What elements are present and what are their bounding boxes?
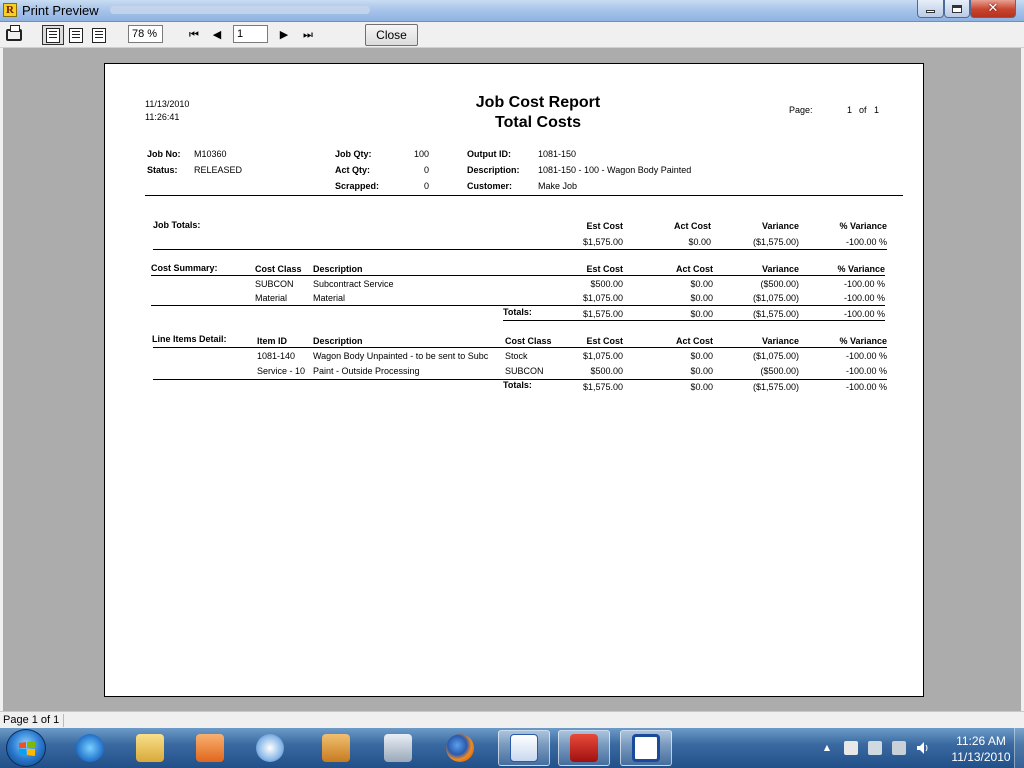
zoom-input[interactable]: 78 %: [128, 25, 163, 43]
li-col-cost-class: Cost Class: [505, 336, 552, 346]
li-row2-description: Paint - Outside Processing: [313, 366, 420, 376]
first-page-button[interactable]: ⏮: [189, 28, 199, 41]
network-icon[interactable]: [892, 741, 906, 755]
customer-value: Make Job: [538, 181, 578, 191]
close-window-button[interactable]: [970, 0, 1016, 18]
output-id-value: 1081-150: [538, 149, 577, 159]
page-width-icon: [69, 28, 83, 43]
clock-time[interactable]: 11:26 AM: [956, 734, 1006, 748]
cost-summary-rows-divider: [151, 305, 885, 306]
cs-row1-cost-class: SUBCON: [255, 279, 294, 289]
cs-row2-pct-variance: -100.00 %: [843, 293, 885, 303]
taskbar-adobe-reader[interactable]: [558, 730, 610, 766]
page-number-input[interactable]: 1: [233, 25, 268, 43]
li-col-variance: Variance: [761, 336, 799, 346]
whole-page-icon: [46, 28, 60, 43]
description-label: Description:: [467, 165, 520, 175]
last-page-button[interactable]: ⏭: [303, 28, 313, 41]
li-row1-item-id: 1081-140: [257, 351, 296, 361]
internet-explorer-icon: [76, 734, 104, 762]
close-button[interactable]: Close: [365, 24, 418, 46]
cs-row1-description: Subcontract Service: [313, 279, 394, 289]
status-bar: [0, 711, 1024, 728]
jt-col-pct-variance: % Variance: [839, 221, 887, 231]
whole-page-view-button[interactable]: [42, 25, 64, 45]
cs-row2-cost-class: Material: [255, 293, 288, 303]
printer-icon: [6, 29, 22, 41]
cs-col-est-cost: Est Cost: [586, 264, 623, 274]
next-page-button[interactable]: ▶: [279, 28, 289, 41]
windows-logo-icon: [18, 740, 36, 758]
cs-col-pct-variance: % Variance: [837, 264, 885, 274]
line-items-label: Line Items Detail:: [152, 334, 227, 344]
cs-totals-variance: ($1,575.00): [752, 309, 799, 319]
jt-est-cost: $1,575.00: [582, 237, 623, 247]
title-bar: [0, 0, 1024, 22]
full-size-icon: [92, 28, 106, 43]
page-of: of: [859, 105, 867, 115]
minimize-button[interactable]: [917, 0, 944, 18]
jt-act-cost: $0.00: [688, 237, 711, 247]
show-desktop-button[interactable]: [1014, 728, 1024, 768]
cs-totals-pct-variance: -100.00 %: [843, 309, 885, 319]
cs-row1-pct-variance: -100.00 %: [843, 279, 885, 289]
taskbar-utility[interactable]: [244, 730, 296, 766]
taskbar-file-manager[interactable]: [124, 730, 176, 766]
word-icon: [322, 734, 350, 762]
toolbar: [0, 22, 1024, 48]
job-totals-divider: [153, 249, 887, 250]
window-title: Print Preview: [22, 3, 99, 18]
li-totals-variance: ($1,575.00): [752, 382, 799, 392]
job-totals-label: Job Totals:: [153, 220, 201, 230]
close-icon: ✕: [987, 1, 999, 16]
li-totals-label: Totals:: [503, 380, 532, 390]
application-icon: [632, 734, 660, 762]
jt-col-est-cost: Est Cost: [586, 221, 623, 231]
li-col-description: Description: [313, 336, 363, 346]
act-qty-value: 0: [423, 165, 429, 175]
scrapped-label: Scrapped:: [335, 181, 380, 191]
page-width-view-button[interactable]: [66, 25, 86, 45]
output-id-label: Output ID:: [467, 149, 511, 159]
description-value: 1081-150 - 100 - Wagon Body Painted: [538, 165, 692, 175]
calculator-icon: [384, 734, 412, 762]
taskbar-calculator[interactable]: [372, 730, 424, 766]
li-totals-est-cost: $1,575.00: [582, 382, 623, 392]
taskbar-media-player[interactable]: [184, 730, 236, 766]
cost-summary-header-divider: [151, 275, 885, 276]
report-date: 11/13/2010: [145, 99, 190, 109]
report-time: 11:26:41: [145, 112, 180, 122]
cs-totals-label: Totals:: [503, 307, 532, 317]
cs-row1-act-cost: $0.00: [690, 279, 713, 289]
li-row2-variance: ($500.00): [760, 366, 799, 376]
cs-col-cost-class: Cost Class: [255, 264, 302, 274]
customer-label: Customer:: [467, 181, 513, 191]
cs-row2-act-cost: $0.00: [690, 293, 713, 303]
li-row2-pct-variance: -100.00 %: [845, 366, 887, 376]
li-col-est-cost: Est Cost: [586, 336, 623, 346]
taskbar-word-document[interactable]: [498, 730, 550, 766]
cs-col-variance: Variance: [761, 264, 799, 274]
cs-row1-variance: ($500.00): [760, 279, 799, 289]
li-row1-cost-class: Stock: [505, 351, 528, 361]
jt-variance: ($1,575.00): [752, 237, 799, 247]
li-row2-est-cost: $500.00: [590, 366, 623, 376]
li-col-act-cost: Act Cost: [675, 336, 713, 346]
title-blurred-text: [110, 6, 370, 14]
job-qty-value: 100: [413, 149, 429, 159]
cs-totals-act-cost: $0.00: [690, 309, 713, 319]
status-separator: [63, 714, 64, 727]
li-totals-act-cost: $0.00: [690, 382, 713, 392]
taskbar-application[interactable]: [620, 730, 672, 766]
li-row1-variance: ($1,075.00): [752, 351, 799, 361]
system-tray: [818, 728, 1024, 768]
jt-col-act-cost: Act Cost: [673, 221, 711, 231]
adobe-reader-icon: [570, 734, 598, 762]
li-row2-act-cost: $0.00: [690, 366, 713, 376]
cs-row2-description: Material: [313, 293, 346, 303]
previous-page-button[interactable]: ◀: [212, 28, 222, 41]
action-center-icon[interactable]: [844, 741, 858, 755]
cs-col-description: Description: [313, 264, 363, 274]
li-row2-cost-class: SUBCON: [505, 366, 544, 376]
cs-row2-variance: ($1,075.00): [752, 293, 799, 303]
firefox-icon: [446, 734, 474, 762]
volume-icon[interactable]: [916, 741, 930, 755]
cs-row1-est-cost: $500.00: [590, 279, 623, 289]
taskbar-internet-explorer[interactable]: [64, 730, 116, 766]
cost-summary-totals-divider: [503, 320, 885, 321]
li-col-pct-variance: % Variance: [839, 336, 887, 346]
taskbar-word[interactable]: [310, 730, 362, 766]
cs-row2-est-cost: $1,075.00: [582, 293, 623, 303]
cost-summary-label: Cost Summary:: [151, 263, 218, 273]
li-col-item-id: Item ID: [257, 336, 288, 346]
act-qty-label: Act Qty:: [335, 165, 371, 175]
li-row2-item-id: Service - 10: [257, 366, 306, 376]
cs-totals-est-cost: $1,575.00: [582, 309, 623, 319]
jt-col-variance: Variance: [761, 221, 799, 231]
page-label: Page:: [789, 105, 813, 115]
job-no-label: Job No:: [147, 149, 181, 159]
taskbar: [0, 728, 1024, 768]
line-items-header-divider: [153, 347, 887, 348]
taskbar-firefox[interactable]: [434, 730, 486, 766]
li-row1-description: Wagon Body Unpainted - to be sent to Subc: [313, 351, 489, 361]
status-page-text: Page 1 of 1: [3, 714, 60, 726]
folder-icon: [136, 734, 164, 762]
report-subtitle: Total Costs: [495, 114, 581, 131]
maximize-button[interactable]: [944, 0, 970, 18]
minimize-icon: [926, 10, 935, 13]
start-button[interactable]: [6, 729, 46, 767]
cs-col-act-cost: Act Cost: [675, 264, 713, 274]
hundred-percent-view-button[interactable]: [88, 25, 110, 45]
li-totals-pct-variance: -100.00 %: [845, 382, 887, 392]
word-document-icon: [510, 734, 538, 762]
report-title: Job Cost Report: [475, 94, 601, 111]
li-row1-pct-variance: -100.00 %: [845, 351, 887, 361]
li-row1-act-cost: $0.00: [690, 351, 713, 361]
li-row1-est-cost: $1,075.00: [582, 351, 623, 361]
header-divider: [145, 195, 903, 196]
utility-icon: [256, 734, 284, 762]
media-player-icon: [196, 734, 224, 762]
page-total: 1: [874, 105, 880, 115]
print-button[interactable]: [2, 25, 26, 45]
app-icon[interactable]: R: [3, 3, 17, 17]
tray-expand-icon[interactable]: ▲: [823, 743, 831, 752]
status-value: RELEASED: [194, 165, 243, 175]
job-qty-label: Job Qty:: [335, 149, 372, 159]
scrapped-value: 0: [423, 181, 429, 191]
report-page: [104, 63, 924, 697]
jt-pct-variance: -100.00 %: [845, 237, 887, 247]
job-no-value: M10360: [194, 149, 227, 159]
device-icon[interactable]: [868, 741, 882, 755]
status-label: Status:: [147, 165, 178, 175]
restore-icon: [952, 5, 962, 13]
clock-date[interactable]: 11/13/2010: [951, 750, 1011, 764]
page-current: 1: [847, 105, 853, 115]
